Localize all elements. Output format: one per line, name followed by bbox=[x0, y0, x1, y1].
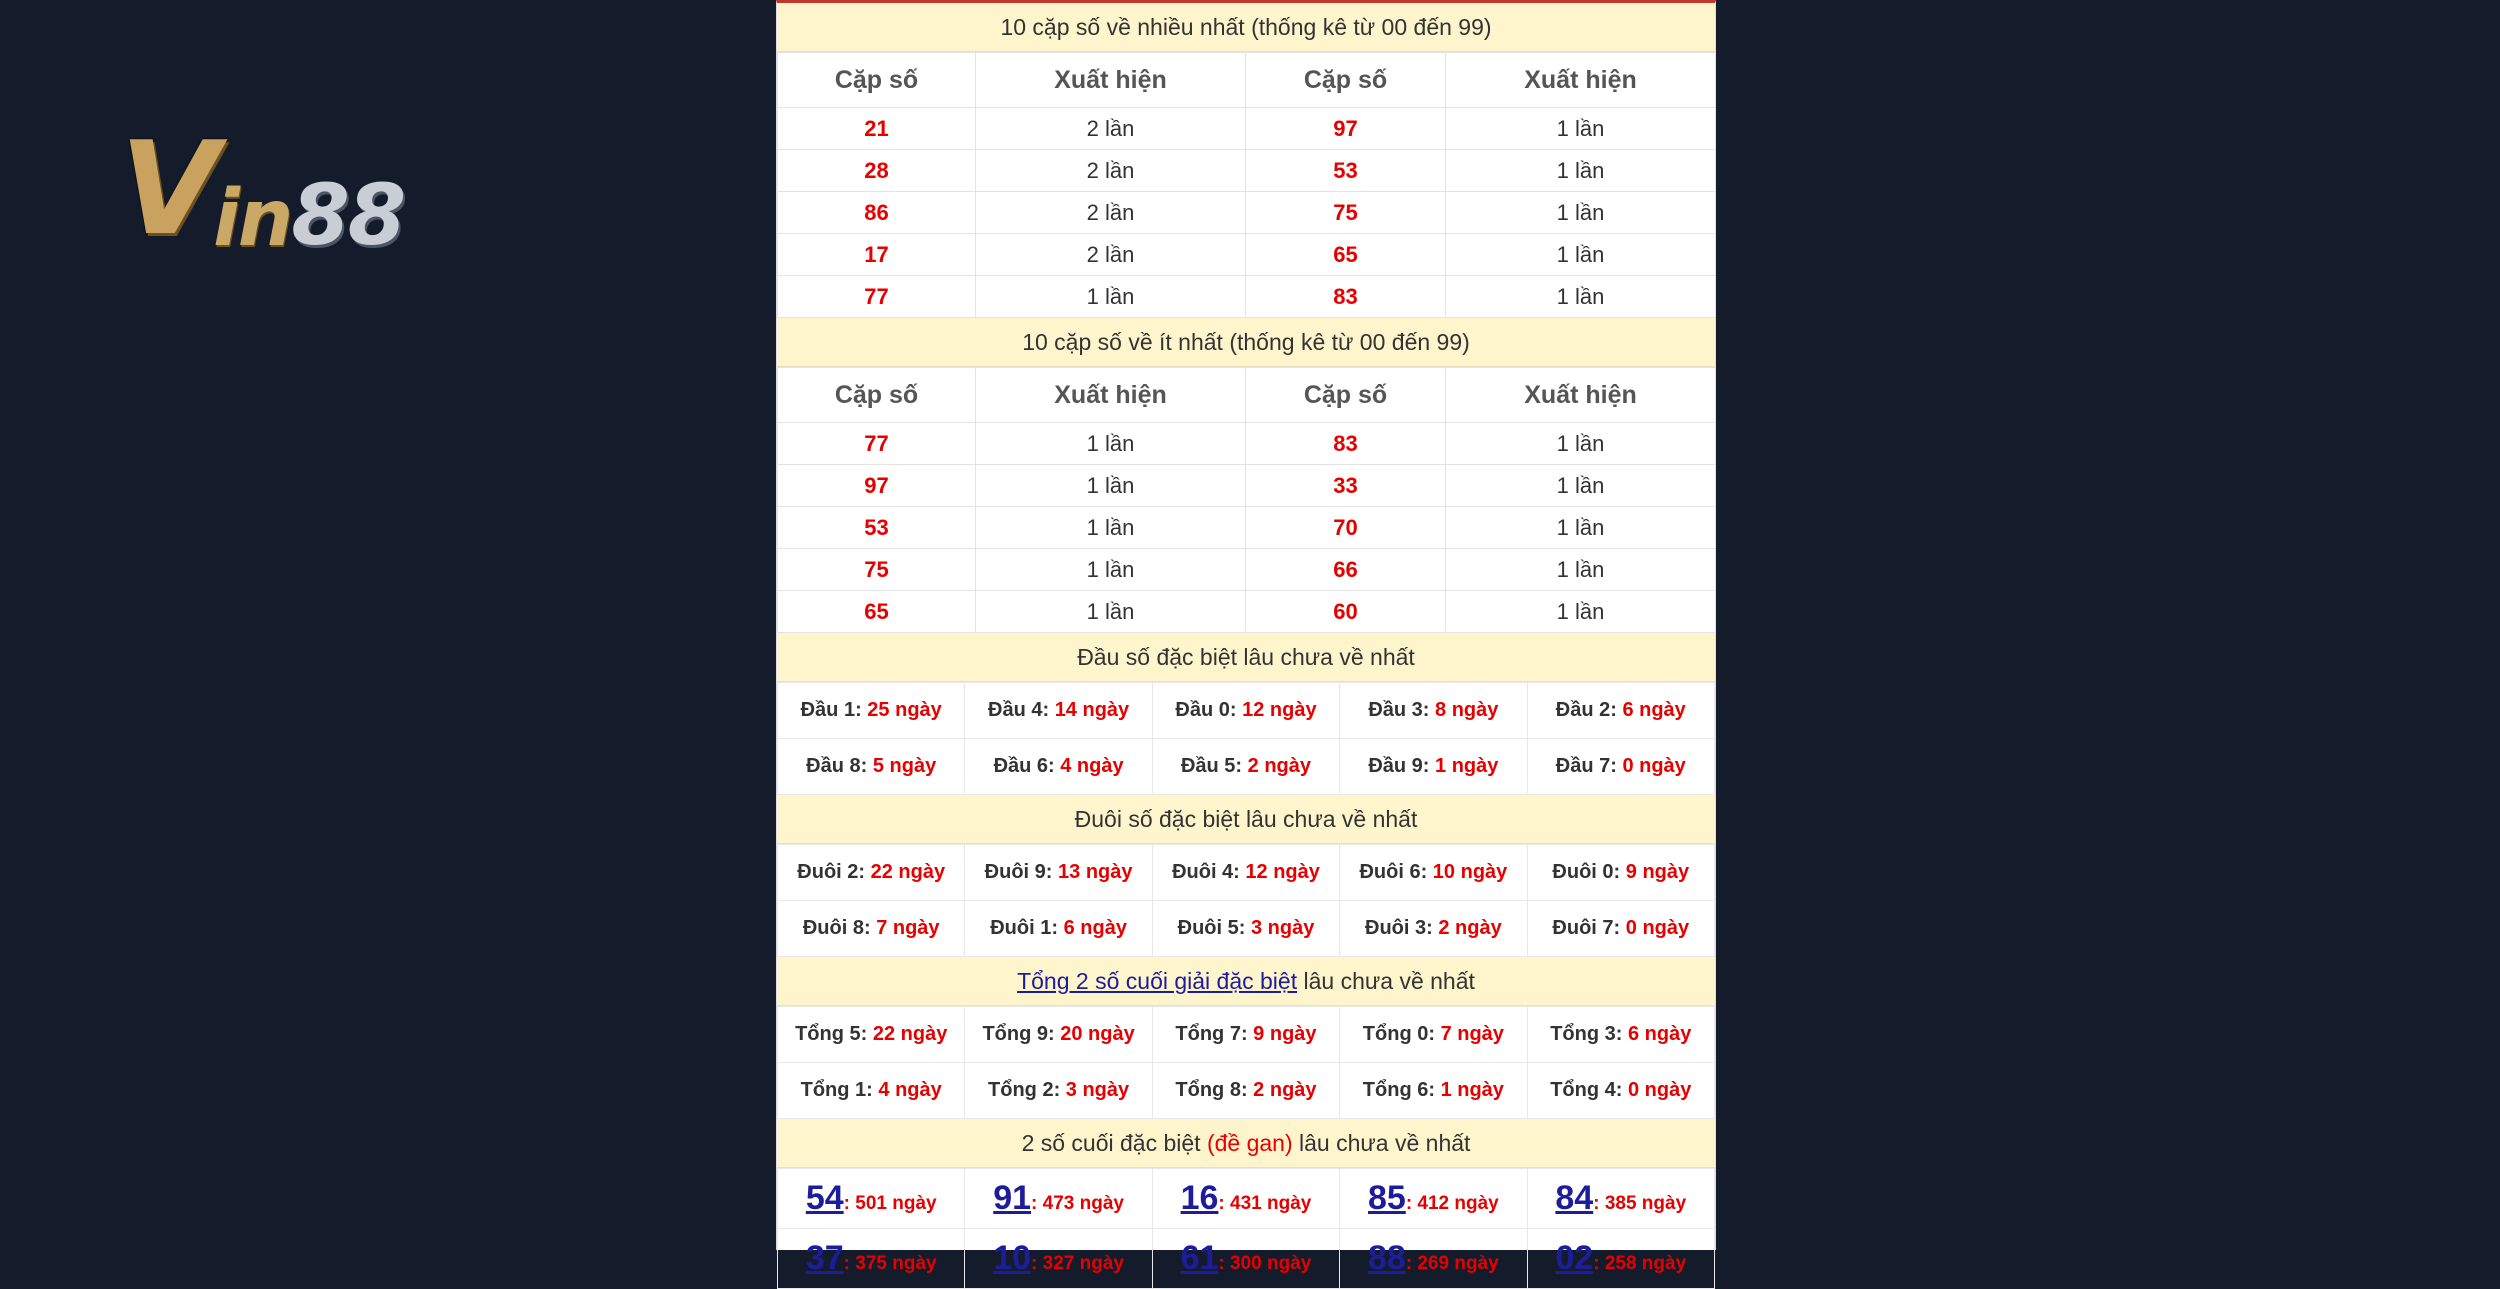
pair-count: 1 lần bbox=[1446, 549, 1716, 591]
gan-table bbox=[777, 1168, 1715, 1289]
least-pairs-title: 10 cặp số về ít nhất (thống kê từ 00 đến 99) bbox=[777, 318, 1715, 367]
dau-cell bbox=[1340, 683, 1527, 739]
pair-count: 1 lần bbox=[1446, 108, 1716, 150]
duoi-label: Đuôi 3: bbox=[1365, 917, 1439, 939]
pair-count: 2 lần bbox=[976, 234, 1246, 276]
duoi-label: Đuôi 0: bbox=[1552, 861, 1626, 883]
duoi-label: Đuôi 2: bbox=[797, 861, 871, 883]
table-row bbox=[778, 683, 1715, 739]
gan-cell bbox=[778, 1169, 965, 1229]
vin88-logo bbox=[120, 115, 490, 264]
pair-number: 86 bbox=[778, 192, 976, 234]
dau-cell bbox=[1152, 739, 1339, 795]
dau-cell bbox=[778, 683, 965, 739]
pair-number: 17 bbox=[778, 234, 976, 276]
duoi-table bbox=[777, 844, 1715, 957]
gan-title bbox=[777, 1119, 1715, 1168]
tong-value: 4 ngày bbox=[878, 1079, 942, 1101]
pair-count: 1 lần bbox=[976, 549, 1246, 591]
most-pairs-table bbox=[777, 52, 1716, 318]
tong-value: 9 ngày bbox=[1253, 1023, 1317, 1045]
tong-label: Tổng 2: bbox=[988, 1079, 1066, 1101]
pair-number: 70 bbox=[1246, 507, 1446, 549]
gan-days: : 375 ngày bbox=[843, 1253, 937, 1274]
gan-number-link[interactable]: 85 bbox=[1367, 1179, 1406, 1217]
gan-cell bbox=[1527, 1229, 1714, 1289]
pair-number: 97 bbox=[1246, 108, 1446, 150]
gan-days: : 501 ngày bbox=[843, 1193, 937, 1214]
tong-value: 7 ngày bbox=[1440, 1023, 1504, 1045]
table-row bbox=[778, 549, 1716, 591]
pair-number: 65 bbox=[1246, 234, 1446, 276]
duoi-label: Đuôi 8: bbox=[802, 917, 877, 939]
pair-number: 53 bbox=[778, 507, 976, 549]
pair-number: 75 bbox=[778, 549, 976, 591]
gan-number-link[interactable]: 88 bbox=[1367, 1239, 1406, 1277]
tong-label: Tổng 5: bbox=[795, 1023, 873, 1045]
dau-label: Đầu 0: bbox=[1175, 699, 1243, 721]
gan-cell bbox=[1340, 1169, 1527, 1229]
gan-number-link[interactable]: 02 bbox=[1555, 1239, 1594, 1277]
logo-in: in bbox=[213, 174, 292, 264]
pair-count: 1 lần bbox=[1446, 507, 1716, 549]
duoi-value: 0 ngày bbox=[1625, 917, 1690, 939]
duoi-label: Đuôi 5: bbox=[1177, 917, 1251, 939]
col-header-pair: Cặp số bbox=[1246, 368, 1446, 423]
tong-cell bbox=[1340, 1007, 1527, 1063]
col-header-pair: Cặp số bbox=[1246, 53, 1446, 108]
gan-cell bbox=[965, 1229, 1152, 1289]
dau-cell bbox=[965, 683, 1152, 739]
gan-cell bbox=[1527, 1169, 1714, 1229]
duoi-cell bbox=[1340, 901, 1527, 957]
pair-count: 1 lần bbox=[976, 423, 1246, 465]
pair-count: 1 lần bbox=[1446, 465, 1716, 507]
duoi-label: Đuôi 4: bbox=[1172, 861, 1246, 883]
gan-number-link[interactable]: 84 bbox=[1555, 1179, 1594, 1217]
gan-title-pre: 2 số cuối đặc biệt bbox=[1021, 1130, 1207, 1156]
duoi-cell bbox=[778, 845, 965, 901]
dau-value: 14 ngày bbox=[1054, 699, 1130, 721]
col-header-pair: Cặp số bbox=[778, 368, 976, 423]
tong-label: Tổng 4: bbox=[1550, 1079, 1628, 1101]
dau-value: 6 ngày bbox=[1622, 699, 1686, 721]
pair-number: 97 bbox=[778, 465, 976, 507]
pair-number: 83 bbox=[1246, 276, 1446, 318]
gan-cell bbox=[1340, 1229, 1527, 1289]
tong-value: 3 ngày bbox=[1065, 1079, 1130, 1101]
dau-label: Đầu 6: bbox=[993, 755, 1061, 777]
most-pairs-title: 10 cặp số về nhiều nhất (thống kê từ 00 đến 99) bbox=[777, 3, 1715, 52]
gan-number-link[interactable]: 91 bbox=[993, 1179, 1032, 1217]
tong-table bbox=[777, 1006, 1715, 1119]
gan-number-link[interactable]: 54 bbox=[805, 1179, 844, 1217]
pair-number: 66 bbox=[1246, 549, 1446, 591]
tong-value: 6 ngày bbox=[1627, 1023, 1692, 1045]
pair-count: 1 lần bbox=[976, 465, 1246, 507]
tong-title bbox=[777, 957, 1715, 1006]
table-row bbox=[778, 192, 1716, 234]
col-header-count: Xuất hiện bbox=[1446, 368, 1716, 423]
gan-days: : 327 ngày bbox=[1031, 1253, 1124, 1274]
dau-value: 1 ngày bbox=[1435, 755, 1499, 777]
tong-cell bbox=[965, 1007, 1152, 1063]
gan-days: : 258 ngày bbox=[1593, 1253, 1687, 1274]
dau-cell bbox=[965, 739, 1152, 795]
tong-label: Tổng 3: bbox=[1550, 1023, 1628, 1045]
col-header-count: Xuất hiện bbox=[976, 368, 1246, 423]
tong-value: 22 ngày bbox=[872, 1023, 948, 1045]
tong-label: Tổng 9: bbox=[982, 1023, 1061, 1045]
table-header-row bbox=[778, 53, 1716, 108]
duoi-label: Đuôi 6: bbox=[1359, 861, 1433, 883]
duoi-cell bbox=[1152, 901, 1339, 957]
duoi-cell bbox=[1527, 845, 1714, 901]
gan-cell bbox=[778, 1229, 965, 1289]
dau-value: 8 ngày bbox=[1435, 699, 1499, 721]
dau-label: Đầu 3: bbox=[1368, 699, 1436, 721]
table-row bbox=[778, 276, 1716, 318]
table-row bbox=[778, 108, 1716, 150]
dau-table bbox=[777, 682, 1715, 795]
duoi-label: Đuôi 7: bbox=[1552, 917, 1626, 939]
duoi-cell bbox=[965, 901, 1152, 957]
duoi-value: 9 ngày bbox=[1625, 861, 1690, 883]
gan-cell bbox=[1152, 1229, 1339, 1289]
dau-label: Đầu 2: bbox=[1555, 699, 1623, 721]
logo-88: 88 bbox=[291, 166, 405, 264]
pair-number: 77 bbox=[778, 423, 976, 465]
duoi-value: 13 ngày bbox=[1058, 861, 1133, 883]
gan-title-post: lâu chưa về nhất bbox=[1292, 1130, 1471, 1156]
tong-value: 1 ngày bbox=[1440, 1079, 1504, 1101]
gan-number-link[interactable]: 37 bbox=[805, 1239, 844, 1277]
table-row bbox=[778, 234, 1716, 276]
col-header-count: Xuất hiện bbox=[1446, 53, 1716, 108]
stats-panel bbox=[776, 0, 1716, 1277]
tong-cell bbox=[1152, 1063, 1339, 1119]
table-row bbox=[778, 1169, 1715, 1229]
dau-title: Đầu số đặc biệt lâu chưa về nhất bbox=[777, 633, 1715, 682]
dau-label: Đầu 9: bbox=[1368, 755, 1436, 777]
gan-title-highlight: (đề gan) bbox=[1206, 1130, 1293, 1156]
pair-count: 1 lần bbox=[976, 276, 1246, 318]
duoi-title: Đuôi số đặc biệt lâu chưa về nhất bbox=[777, 795, 1715, 844]
table-row bbox=[778, 1229, 1715, 1289]
col-header-pair: Cặp số bbox=[778, 53, 976, 108]
tong-title-rest: lâu chưa về nhất bbox=[1297, 968, 1475, 994]
pair-number: 77 bbox=[778, 276, 976, 318]
duoi-cell bbox=[965, 845, 1152, 901]
dau-value: 5 ngày bbox=[872, 755, 937, 777]
duoi-cell bbox=[778, 901, 965, 957]
gan-cell bbox=[1152, 1169, 1339, 1229]
dau-cell bbox=[1152, 683, 1339, 739]
logo-v: V bbox=[120, 115, 214, 264]
table-row bbox=[778, 150, 1716, 192]
duoi-value: 12 ngày bbox=[1245, 861, 1320, 883]
dau-value: 25 ngày bbox=[867, 699, 942, 721]
dau-value: 4 ngày bbox=[1060, 755, 1124, 777]
pair-count: 1 lần bbox=[976, 507, 1246, 549]
table-row bbox=[778, 591, 1716, 633]
dau-label: Đầu 4: bbox=[988, 699, 1055, 721]
dau-cell bbox=[1340, 739, 1527, 795]
duoi-value: 7 ngày bbox=[876, 917, 940, 939]
tong-cell bbox=[1340, 1063, 1527, 1119]
pair-number: 60 bbox=[1246, 591, 1446, 633]
tong-cell bbox=[965, 1063, 1152, 1119]
pair-count: 2 lần bbox=[976, 150, 1246, 192]
gan-days: : 385 ngày bbox=[1593, 1193, 1687, 1214]
tong-value: 0 ngày bbox=[1627, 1079, 1692, 1101]
table-row bbox=[778, 901, 1715, 957]
gan-days: : 473 ngày bbox=[1031, 1193, 1124, 1214]
pair-count: 1 lần bbox=[1446, 192, 1716, 234]
least-pairs-table bbox=[777, 367, 1716, 633]
tong-value: 2 ngày bbox=[1253, 1079, 1317, 1101]
table-row bbox=[778, 465, 1716, 507]
dau-cell bbox=[778, 739, 965, 795]
duoi-value: 22 ngày bbox=[870, 861, 946, 883]
tong-label: Tổng 6: bbox=[1362, 1079, 1441, 1101]
gan-days: : 412 ngày bbox=[1405, 1193, 1499, 1214]
dau-value: 12 ngày bbox=[1242, 699, 1317, 721]
duoi-value: 2 ngày bbox=[1438, 917, 1502, 939]
duoi-value: 6 ngày bbox=[1063, 917, 1127, 939]
pair-number: 28 bbox=[778, 150, 976, 192]
gan-days: : 269 ngày bbox=[1405, 1253, 1499, 1274]
tong-cell bbox=[1527, 1007, 1714, 1063]
gan-cell bbox=[965, 1169, 1152, 1229]
tong-cell bbox=[778, 1007, 965, 1063]
pair-number: 75 bbox=[1246, 192, 1446, 234]
gan-days: : 431 ngày bbox=[1218, 1193, 1312, 1214]
table-row bbox=[778, 1063, 1715, 1119]
pair-count: 1 lần bbox=[1446, 591, 1716, 633]
dau-label: Đầu 7: bbox=[1555, 755, 1623, 777]
dau-cell bbox=[1527, 739, 1714, 795]
table-row bbox=[778, 845, 1715, 901]
pair-count: 2 lần bbox=[976, 108, 1246, 150]
duoi-cell bbox=[1527, 901, 1714, 957]
gan-days: : 300 ngày bbox=[1218, 1253, 1312, 1274]
pair-number: 53 bbox=[1246, 150, 1446, 192]
pair-count: 1 lần bbox=[1446, 150, 1716, 192]
duoi-cell bbox=[1340, 845, 1527, 901]
pair-number: 33 bbox=[1246, 465, 1446, 507]
duoi-value: 3 ngày bbox=[1250, 917, 1315, 939]
tong-cell bbox=[1527, 1063, 1714, 1119]
dau-value: 2 ngày bbox=[1247, 755, 1311, 777]
duoi-label: Đuôi 9: bbox=[984, 861, 1059, 883]
table-row bbox=[778, 507, 1716, 549]
pair-count: 2 lần bbox=[976, 192, 1246, 234]
tong-label: Tổng 8: bbox=[1175, 1079, 1254, 1101]
dau-label: Đầu 1: bbox=[800, 699, 868, 721]
pair-number: 65 bbox=[778, 591, 976, 633]
duoi-label: Đuôi 1: bbox=[990, 917, 1064, 939]
table-row bbox=[778, 1007, 1715, 1063]
pair-count: 1 lần bbox=[976, 591, 1246, 633]
gan-number-link[interactable]: 10 bbox=[993, 1239, 1032, 1277]
col-header-count: Xuất hiện bbox=[976, 53, 1246, 108]
dau-value: 0 ngày bbox=[1622, 755, 1686, 777]
pair-count: 1 lần bbox=[1446, 276, 1716, 318]
duoi-cell bbox=[1152, 845, 1339, 901]
table-header-row bbox=[778, 368, 1716, 423]
tong-label: Tổng 1: bbox=[800, 1079, 879, 1101]
gan-number-link[interactable]: 16 bbox=[1180, 1179, 1219, 1217]
table-row bbox=[778, 739, 1715, 795]
dau-label: Đầu 8: bbox=[806, 755, 873, 777]
duoi-value: 10 ngày bbox=[1432, 861, 1508, 883]
pair-count: 1 lần bbox=[1446, 423, 1716, 465]
table-row bbox=[778, 423, 1716, 465]
tong-cell bbox=[778, 1063, 965, 1119]
tong-label: Tổng 7: bbox=[1175, 1023, 1254, 1045]
gan-number-link[interactable]: 61 bbox=[1180, 1239, 1219, 1277]
tong-label: Tổng 0: bbox=[1362, 1023, 1441, 1045]
pair-number: 21 bbox=[778, 108, 976, 150]
tong-value: 20 ngày bbox=[1060, 1023, 1135, 1045]
dau-label: Đầu 5: bbox=[1180, 755, 1248, 777]
dau-cell bbox=[1527, 683, 1714, 739]
pair-count: 1 lần bbox=[1446, 234, 1716, 276]
tong-cell bbox=[1152, 1007, 1339, 1063]
tong-title-link[interactable]: Tổng 2 số cuối giải đặc biệt bbox=[1017, 968, 1298, 994]
pair-number: 83 bbox=[1246, 423, 1446, 465]
